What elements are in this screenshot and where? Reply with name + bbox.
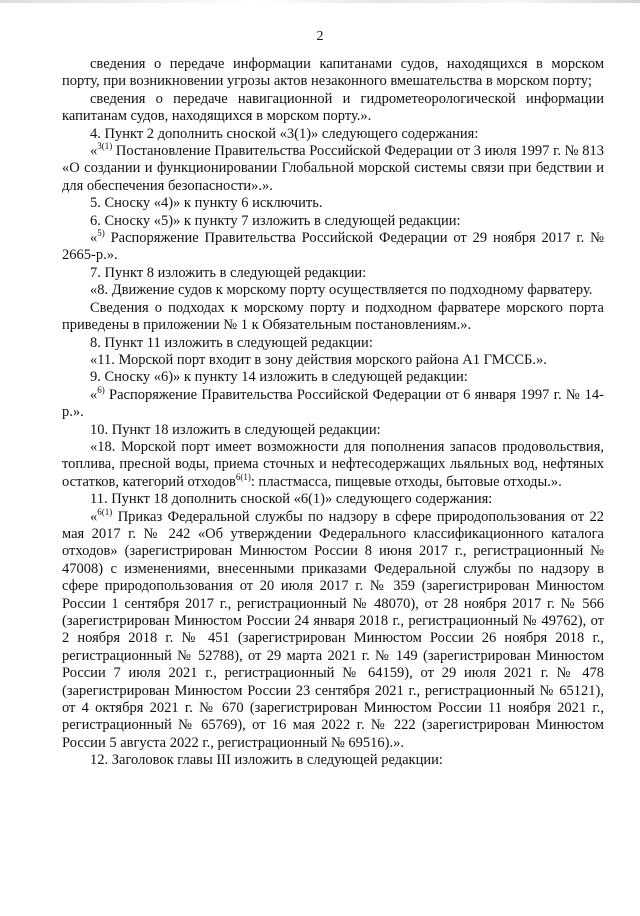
paragraph	[62, 422, 604, 439]
paragraph-text: 9. Сноску «6)» к пункту 14 изложить в следующей редакции:	[90, 369, 468, 386]
paragraph	[62, 56, 604, 91]
document-body	[62, 56, 604, 770]
paragraph	[62, 352, 604, 369]
paragraph-text: сведения о передаче информации капитанами судов, находящихся в морском порту, при возникновении угрозы актов незаконного вмешательства в морском порту;	[62, 56, 604, 90]
paragraph-text: Приказ Федеральной службы по надзору в сфере природопользования от 22 мая 2017 г. № 242 «Об утверждении Федерального классификационного каталога отходов» (зарегистрирован Минюстом России 8 июня 2017 г., регистрационный № 47008) с изменениями, внесенными приказами Федеральной службы по надзору в сфере природопользования от 20 июля 2017 г. № 359 (зарегистрирован Минюстом России 1 сентября 2017 г., регистрационный № 48070), от 28 ноября 2017 г. № 566 (зарегистрирован Минюстом России 24 января 2018 г., регистрационный № 49762), от 2 ноября 2018 г. № 451 (зарегистрирован Минюстом России 26 ноября 2018 г., регистрационный № 52788), от 29 марта 2021 г. № 149 (зарегистрирован Минюстом России 7 июля 2021 г., регистрационный № 64159), от 29 июля 2021 г. № 478 (зарегистрирован Минюстом России 23 сентября 2021 г., регистрационный № 65121), от 4 октября 2021 г. № 670 (зарегистрирован Минюстом России 11 ноября 2021 г., регистрационный № 65769), от 16 мая 2022 г. № 222 (зарегистрирован Минюстом России 5 августа 2022 г., регистрационный № 69516).».	[62, 508, 604, 751]
paragraph-prefix: «	[90, 508, 98, 525]
paragraph-text: «8. Движение судов к морскому порту осуществляется по подходному фарватеру.	[90, 282, 593, 299]
paragraph	[62, 126, 604, 143]
paragraph	[62, 230, 604, 265]
paragraph	[62, 369, 604, 386]
paragraph-prefix: «	[90, 143, 98, 160]
page-number: 2	[316, 29, 324, 44]
paragraph	[62, 195, 604, 212]
paragraph	[62, 91, 604, 126]
paragraph	[62, 752, 604, 769]
paragraph-text: 8. Пункт 11 изложить в следующей редакции:	[90, 334, 373, 351]
paragraph-prefix: «18. Морской порт имеет возможности для пополнения запасов продовольствия, топлива, пресной воды, приема сточных и нефтесодержащих льяльных вод, нефтяных остатков, категорий отходов	[62, 438, 604, 490]
paragraph-text: : пластмасса, пищевые отходы, бытовые отходы.».	[250, 473, 562, 490]
paragraph	[62, 384, 604, 422]
paragraph-text: «11. Морской порт входит в зону действия морского района А1 ГМССБ.».	[90, 351, 547, 368]
paragraph-text: 11. Пункт 18 дополнить сноской «6(1)» следующего содержания:	[90, 491, 493, 508]
paragraph	[62, 300, 604, 335]
footnote-marker: 6(1)	[235, 471, 251, 482]
paragraph	[62, 506, 604, 753]
paragraph-text: Распоряжение Правительства Российской Федерации от 29 ноября 2017 г. № 2665-р.».	[62, 230, 604, 264]
paragraph-text: Распоряжение Правительства Российской Федерации от 6 января 1997 г. № 14-р.».	[62, 386, 604, 421]
paragraph	[62, 439, 604, 491]
paragraph-text: 6. Сноску «5)» к пункту 7 изложить в следующей редакции:	[90, 212, 461, 229]
paragraph	[62, 282, 604, 299]
paragraph	[62, 335, 604, 352]
paragraph-text: 7. Пункт 8 изложить в следующей редакции:	[90, 264, 367, 281]
paragraph-prefix: «	[90, 230, 98, 247]
footnote-marker: 6)	[97, 384, 105, 395]
footnote-marker: 3(1)	[97, 141, 113, 152]
paragraph	[62, 265, 604, 282]
paragraph-text: 5. Сноску «4)» к пункту 6 исключить.	[90, 195, 323, 212]
paragraph	[62, 491, 604, 508]
paragraph-text: 10. Пункт 18 изложить в следующей редакции:	[90, 421, 381, 438]
paragraph-text: сведения о передаче навигационной и гидрометеорологической информации капитанам судов, находящихся в морском порту.».	[62, 90, 604, 125]
paragraph-text: 12. Заголовок главы III изложить в следующей редакции:	[90, 752, 443, 769]
paragraph-text: Постановление Правительства Российской Федерации от 3 июля 1997 г. № 813 «О создании и функционировании Глобальной морской системы связи при бедствии и для обеспечения безопасности».».	[62, 143, 604, 194]
scan-artifact	[0, 0, 640, 3]
paragraph-text: 4. Пункт 2 дополнить сноской «3(1)» следующего содержания:	[90, 125, 479, 142]
paragraph	[62, 213, 604, 230]
paragraph-text: Сведения о подходах к морскому порту и подходном фарватере морского порта приведены в приложении № 1 к Обязательным постановлениям.».	[62, 299, 604, 334]
footnote-marker: 6(1)	[97, 506, 113, 517]
paragraph-prefix: «	[90, 386, 98, 403]
paragraph	[62, 143, 604, 195]
footnote-marker: 5)	[97, 228, 105, 239]
